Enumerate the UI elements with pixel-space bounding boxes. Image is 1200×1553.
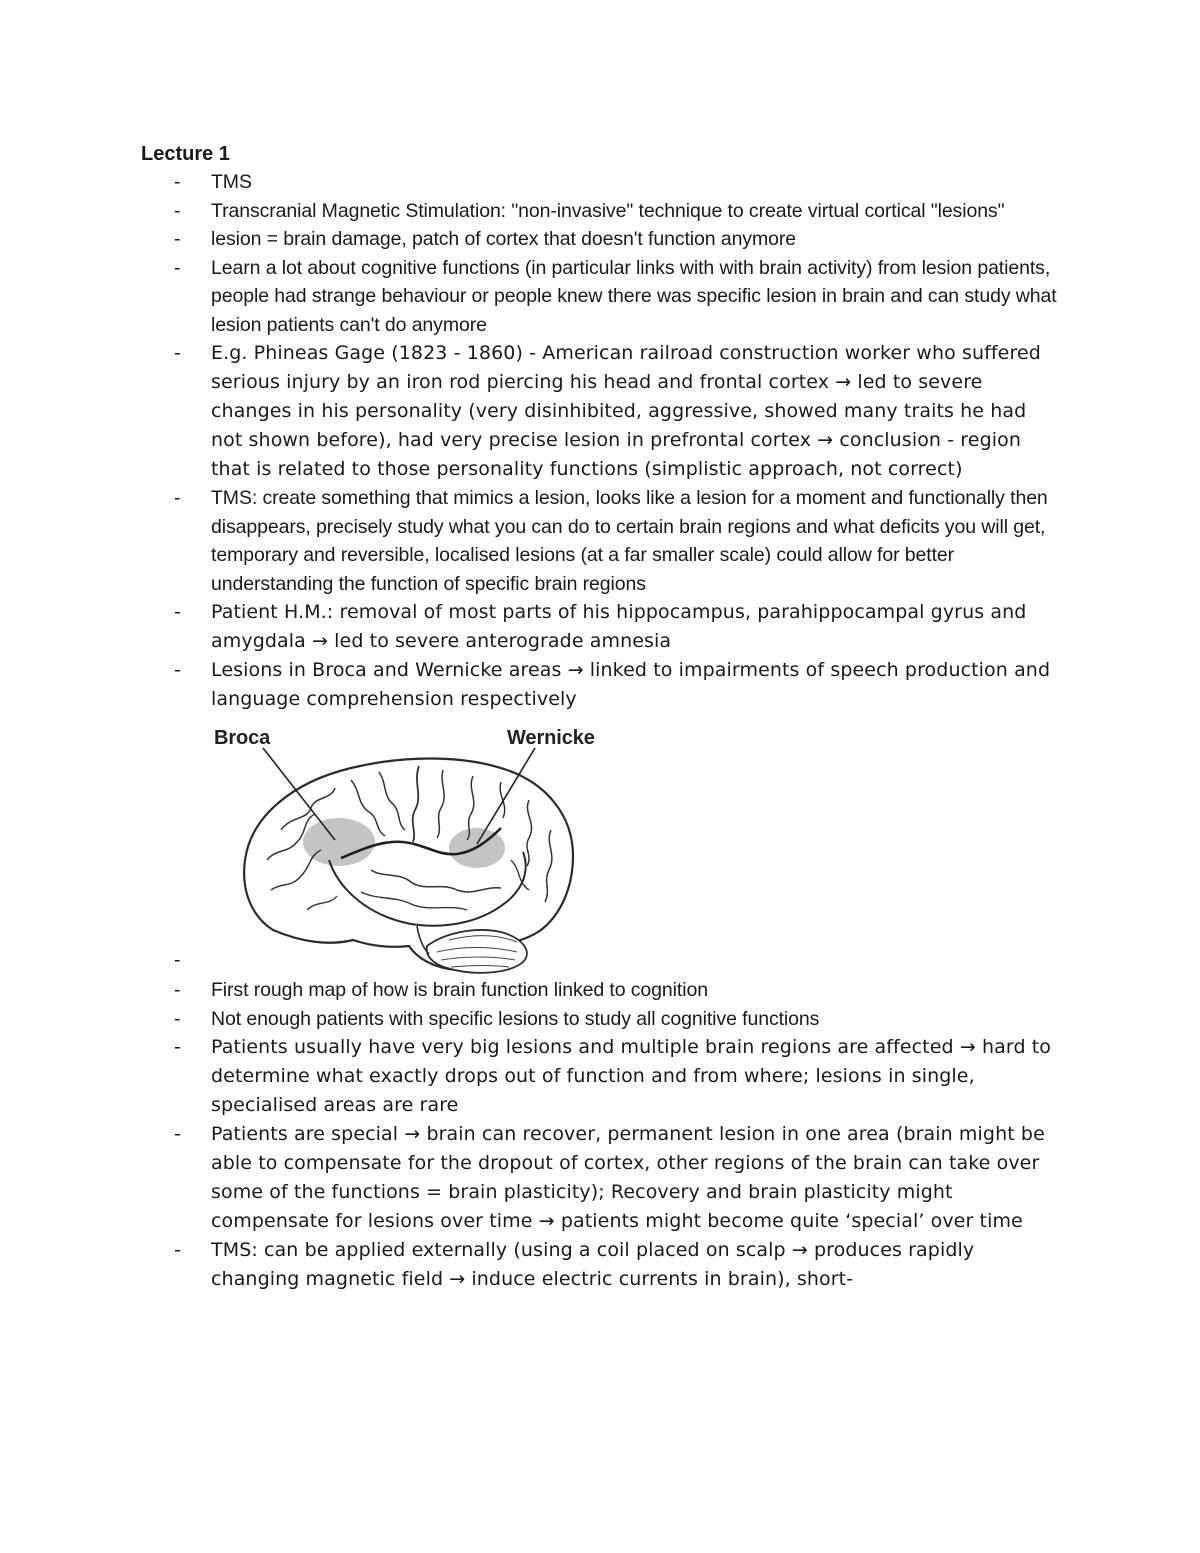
bullet-dash: - <box>174 601 181 623</box>
list-item-text: Patients usually have very big lesions and multiple brain regions are affected → hard to determine what exactly drops out of function and from where; lesions in single, specialised areas are rare <box>211 1036 1052 1116</box>
list-item-text: E.g. Phineas Gage (1823 - 1860) - American railroad construction worker who suffered serious injury by an iron rod piercing his head and frontal cortex → led to severe changes in his personality (very disinhibited, aggressive, showed many traits he had not shown before), had very precise lesion in prefrontal cortex → conclusion - region that is related to those personality functions (simplistic approach, not correct) <box>211 342 1041 480</box>
list-item <box>141 225 1061 254</box>
bullet-dash: - <box>174 1123 181 1145</box>
page-title: Lecture 1 <box>141 143 230 165</box>
list-item <box>141 339 1061 484</box>
bullet-dash: - <box>174 659 181 681</box>
list-item-text: Lesions in Broca and Wernicke areas → linked to impairments of speech production and language comprehension respectively <box>211 659 1051 710</box>
list-item <box>141 976 1061 1005</box>
list-item <box>141 598 1061 656</box>
bullet-dash: - <box>174 171 181 193</box>
list-item-text: TMS: create something that mimics a lesion, looks like a lesion for a moment and functionally then disappears, precisely study what you can do to certain brain regions and what deficits you will get, temporary and reversible, localised lesions (at a far smaller scale) could allow for better understanding the function of specific brain regions <box>211 487 1048 595</box>
list-item-text: Patient H.M.: removal of most parts of his hippocampus, parahippocampal gyrus and amygdala → led to severe anterograde amnesia <box>211 601 1027 652</box>
list-item-text: TMS <box>211 171 252 193</box>
list-item <box>141 197 1061 226</box>
wernicke-label: Wernicke <box>507 727 595 749</box>
bullet-dash: - <box>174 1007 181 1030</box>
list-item <box>141 484 1061 598</box>
bullet-dash: - <box>174 256 181 279</box>
list-item-text: First rough map of how is brain function linked to cognition <box>211 979 708 1001</box>
bullet-dash: - <box>174 949 181 971</box>
list-item <box>141 1033 1061 1120</box>
list-item-text: Patients are special → brain can recover, permanent lesion in one area (brain might be able to compensate for the dropout of cortex, other regions of the brain can take over some of the functions = brain plasticity); Recovery and brain plasticity might compensate for lesions over time → patients might become quite ‘special’ over time <box>211 1123 1045 1232</box>
broca-area <box>303 818 375 866</box>
bullet-dash: - <box>174 1239 181 1261</box>
notes-list <box>141 168 1061 1294</box>
list-item-text: Transcranial Magnetic Stimulation: "non-invasive" technique to create virtual cortical "lesions" <box>211 199 1005 222</box>
list-item <box>141 254 1061 340</box>
brain-outline <box>244 759 573 971</box>
list-item <box>141 1005 1061 1034</box>
list-item <box>141 168 1061 197</box>
broca-label: Broca <box>214 727 271 749</box>
bullet-dash: - <box>174 342 181 364</box>
list-item <box>141 1236 1061 1294</box>
list-item <box>141 656 1061 714</box>
bullet-dash: - <box>174 487 181 509</box>
list-item-text: Learn a lot about cognitive functions (in particular links with with brain activity) from lesion patients, people had strange behaviour or people knew there was specific lesion in brain and can study what lesion patients can't do anymore <box>211 256 1057 336</box>
bullet-dash: - <box>174 979 181 1001</box>
bullet-dash: - <box>174 199 181 222</box>
bullet-dash: - <box>174 228 181 250</box>
figure-item <box>141 714 1061 976</box>
brain-illustration <box>211 720 611 980</box>
list-item <box>141 1120 1061 1236</box>
list-item-text: Not enough patients with specific lesions to study all cognitive functions <box>211 1007 820 1030</box>
list-item-text: lesion = brain damage, patch of cortex that doesn't function anymore <box>211 228 796 250</box>
brain-figure <box>211 720 611 980</box>
list-item-text: TMS: can be applied externally (using a coil placed on scalp → produces rapidly changing magnetic field → induce electric currents in brain), short- <box>211 1239 975 1290</box>
bullet-dash: - <box>174 1036 181 1058</box>
